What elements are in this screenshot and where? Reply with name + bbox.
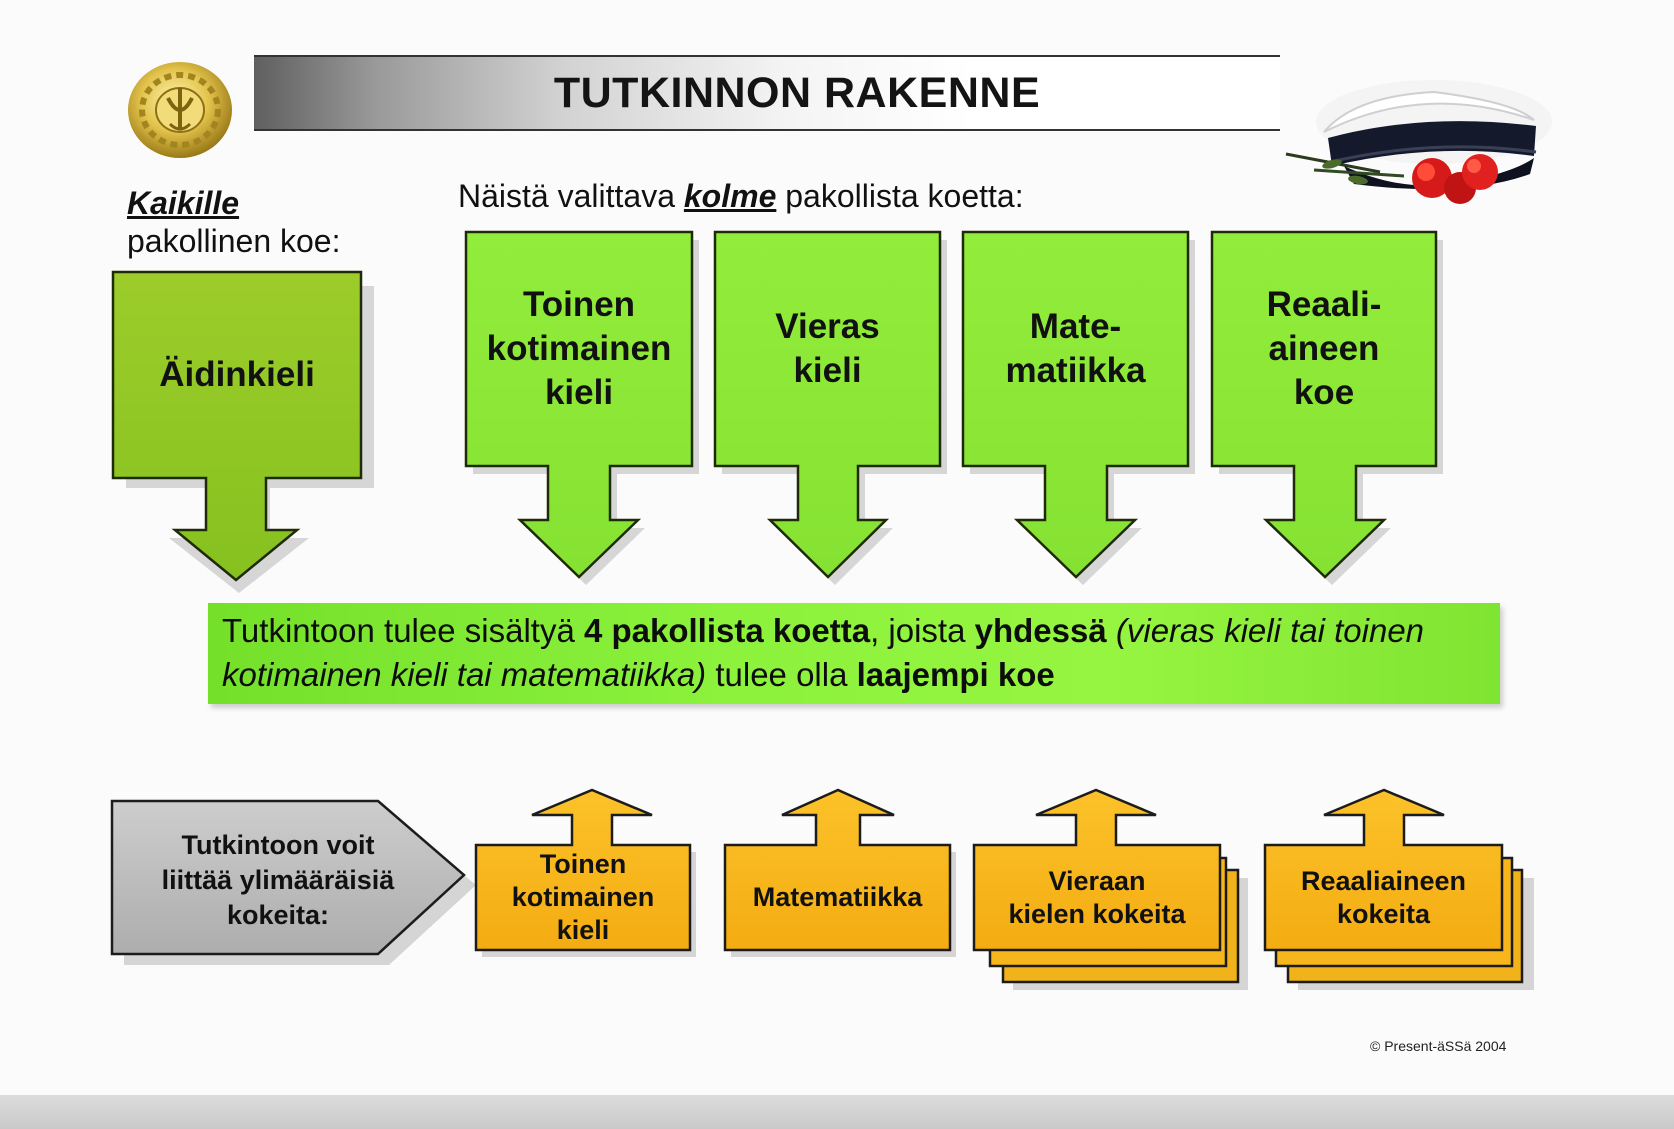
- extra-exam-label-4: Reaaliaineen kokeita: [1300, 865, 1467, 929]
- choice-exam-label-1: Toinen kotimainen kieli: [486, 285, 672, 412]
- summary-extended: laajempi koe: [856, 656, 1055, 693]
- instruction-suffix: pakollista koetta:: [785, 178, 1024, 214]
- extra-exam-label-3: Vieraan kielen kokeita: [1008, 865, 1186, 929]
- summary-part-3: tulee olla: [706, 656, 857, 693]
- mandatory-subheading: pakollinen koe:: [127, 223, 341, 259]
- page-title: TUTKINNON RAKENNE: [553, 69, 1041, 117]
- summary-count: 4 pakollista koetta: [583, 612, 871, 649]
- extras-label: Tutkintoon voit liittää ylimääräisiä kokeita:: [161, 829, 395, 930]
- choice-exam-label-3: Mate- matiikka: [1005, 307, 1146, 390]
- mandatory-heading: Kaikille: [127, 185, 240, 221]
- mandatory-exam-label: Äidinkieli: [159, 355, 315, 394]
- choice-exam-label-2: Vieras kieli: [775, 307, 880, 390]
- copyright-notice: © Present-äSSä 2004: [1370, 1038, 1507, 1054]
- summary-part-1: Tutkintoon tulee sisältyä: [222, 612, 584, 649]
- choice-exam-label-4: Reaali- aineen koe: [1266, 285, 1382, 412]
- summary-text: [222, 609, 1492, 697]
- extra-exam-label-1: Toinen kotimainen kieli: [511, 849, 655, 945]
- summary-one: yhdessä: [974, 612, 1107, 649]
- summary-banner: [208, 603, 1500, 704]
- instruction-keyword: kolme: [683, 178, 777, 214]
- instruction-prefix: Näistä valittava: [458, 178, 675, 214]
- extra-exam-label-2: Matematiikka: [752, 882, 923, 912]
- summary-part-2: , joista: [870, 612, 975, 649]
- summary-options: (vieras kieli tai toinen kotimainen kieli tai matematiikka): [222, 612, 1425, 693]
